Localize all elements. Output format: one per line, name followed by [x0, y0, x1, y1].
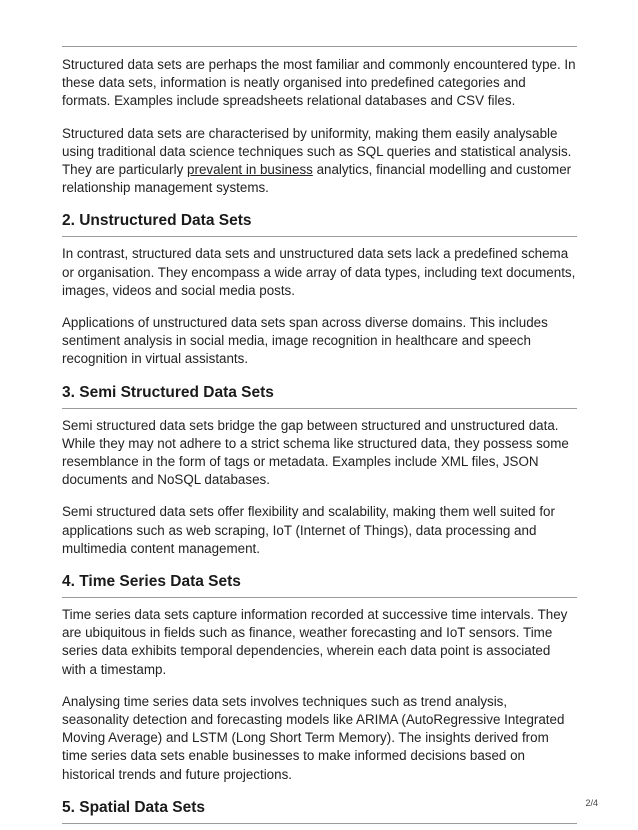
intro-paragraph-1: Structured data sets are perhaps the most familiar and commonly encountered type. In these data sets, information is neatly organised into predefined categories and formats. Examples include spreadsheets relational databases and CSV files. [62, 57, 576, 109]
unstructured-paragraph-1: In contrast, structured data sets and unstructured data sets lack a predefined schema or organisation. They encompass a wide array of data types, including text documents, images, videos and social media posts. [62, 246, 576, 298]
prevalent-in-business-link[interactable]: prevalent in business [187, 162, 313, 178]
section-unstructured [62, 211, 577, 368]
section-semi-structured [62, 383, 577, 558]
intro-paragraph-2 [62, 125, 577, 198]
top-divider [62, 46, 577, 47]
page-number: 2/4 [585, 798, 598, 808]
unstructured-paragraph-2: Applications of unstructured data sets span across diverse domains. This includes sentiment analysis in social media, image recognition in healthcare and speech recognition in virtual assistants. [62, 315, 548, 367]
semi-structured-paragraph-1: Semi structured data sets bridge the gap between structured and unstructured data. While they may not adhere to a strict schema like structured data, they possess some resemblance in the form of tags or metadata. Examples include XML files, JSON documents and NoSQL databases. [62, 417, 569, 488]
document-body [62, 46, 577, 830]
time-series-paragraph-1: Time series data sets capture information recorded at successive time intervals. They are ubiquitous in fields such as finance, weather forecasting and IoT sensors. Time series data exhibits temporal dependencies, wherein each data point is associated with a timestamp. [62, 607, 568, 677]
section-heading-semi-structured: 3. Semi Structured Data Sets [62, 383, 577, 409]
time-series-paragraph-2: Analysing time series data sets involves techniques such as trend analysis, seasonality detection and forecasting models like ARIMA (AutoRegressive Integrated Moving Average) and LSTM (Long Short Term Memory). The insights derived from time series data sets enable businesses to make informed decisions based on historical trends and future projections. [62, 693, 565, 782]
section-heading-time-series: 4. Time Series Data Sets [62, 572, 577, 598]
section-time-series [62, 572, 577, 784]
section-spatial [62, 798, 577, 824]
intro-paragraph-2-text-after: analytics, financial modelling and customer relationship management systems. [62, 162, 572, 196]
section-heading-unstructured: 2. Unstructured Data Sets [62, 211, 577, 237]
section-heading-spatial: 5. Spatial Data Sets [62, 798, 577, 824]
intro-paragraph-2-text-before: Structured data sets are characterised by uniformity, making them easily analysable using traditional data science techniques such as SQL queries and statistical analysis. They are particularly [62, 125, 572, 178]
semi-structured-paragraph-2: Semi structured data sets offer flexibility and scalability, making them well suited for applications such as web scraping, IoT (Internet of Things), data processing and multimedia content management. [62, 504, 555, 556]
